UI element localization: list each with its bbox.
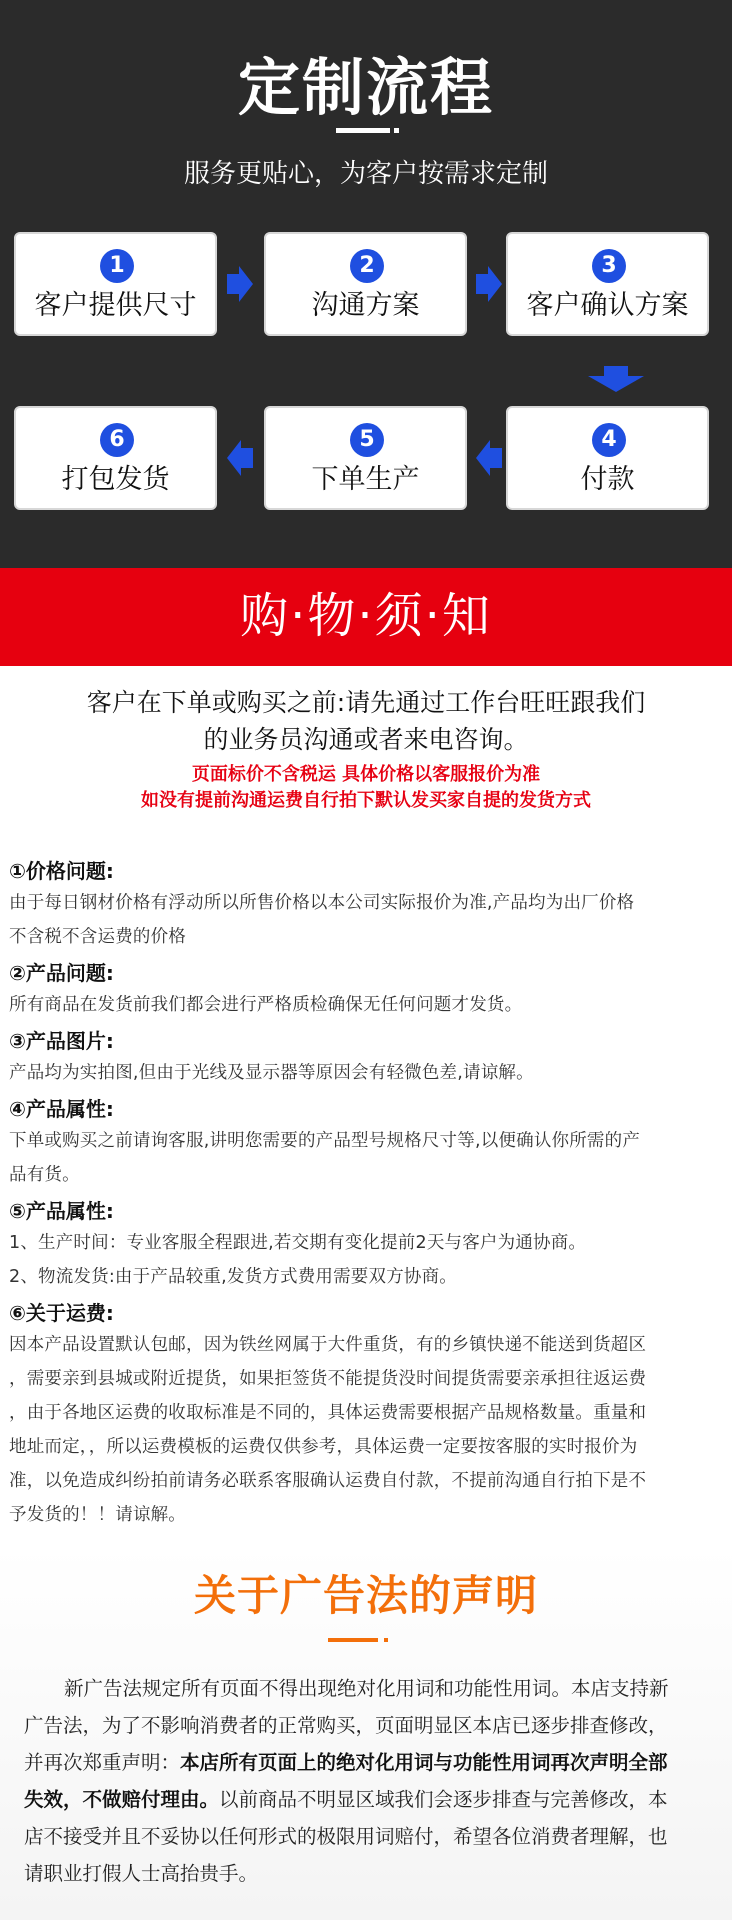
step-label: 打包发货 (61, 464, 170, 495)
notice-intro (0, 684, 732, 758)
step-number-badge: 5 (350, 423, 384, 457)
item-heading-shipping: ⑥关于运费: (9, 1301, 114, 1325)
notice-title: 购·物·须·知 (240, 588, 492, 644)
adlaw-text-b: 以前商品不明显区域我们会逐步排查与完善修改，本店不接受并且不妥协以任何形式的极限用词赔付，希望各位消费者理解，也请职业打假人士高抬贵手。 (24, 1788, 668, 1885)
notice-body (0, 666, 732, 1546)
step-card-5 (264, 406, 467, 510)
arrow-left-icon (227, 440, 253, 476)
item-text: 1、生产时间：专业客服全程跟进,若交期有变化提前2天与客户为通协商。 (9, 1233, 587, 1253)
step-label: 客户确认方案 (526, 290, 689, 321)
step-card-3 (506, 232, 709, 336)
title-underline (336, 128, 390, 133)
step-card-6 (14, 406, 217, 510)
adlaw-title: 关于广告法的声明 (193, 1571, 538, 1620)
intro-line: 客户在下单或购买之前:请先通过工作台旺旺跟我们 (86, 688, 646, 717)
notice-banner (0, 568, 732, 666)
item-text: 所有商品在发货前我们都会进行严格质检确保无任何问题才发货。 (9, 995, 523, 1015)
item-heading-price: ①价格问题: (9, 859, 114, 883)
item-text: 下单或购买之前请询客服,讲明您需要的产品型号规格尺寸等,以便确认你所需的产 (9, 1131, 641, 1151)
title-underline-dot (394, 128, 399, 133)
process-title: 定制流程 (237, 51, 494, 124)
red-warning-line: 如没有提前沟通运费自行拍下默认发买家自提的发货方式 (141, 790, 591, 811)
step-card-2 (264, 232, 467, 336)
item-heading-images: ③产品图片: (9, 1029, 114, 1053)
item-text: 产品均为实拍图,但由于光线及显示器等原因会有轻微色差,请谅解。 (9, 1063, 534, 1083)
adlaw-section (0, 1546, 732, 1920)
step-number-badge: 2 (350, 249, 384, 283)
adlaw-underline-dot (384, 1638, 388, 1642)
adlaw-text-a: 新广告法规定所有页面不得出现绝对化用词和功能性用词。本店支持新广告法，为了不影响消费者的正常购买，页面明显区本店已逐步排查修改，并再次郑重声明： (24, 1677, 669, 1774)
item-heading-product: ②产品问题: (9, 961, 114, 985)
item-heading-attributes-2: ⑤产品属性: (9, 1199, 114, 1223)
arrow-down-icon (588, 366, 644, 392)
item-text: ，需要亲到县城或附近提货，如果拒签货不能提货没时间提货需要亲承担往返运费 (9, 1369, 647, 1389)
step-number-badge: 6 (100, 423, 134, 457)
red-warning (0, 762, 732, 814)
item-text: 准，以免造成纠纷拍前请务必联系客服确认运费自付款，不提前沟通自行拍下是不 (9, 1471, 647, 1491)
item-text: 2、物流发货:由于产品较重,发货方式费用需要双方协商。 (9, 1267, 457, 1287)
step-card-4 (506, 406, 709, 510)
step-label: 客户提供尺寸 (34, 290, 197, 321)
item-text: 不含税不含运费的价格 (9, 927, 186, 947)
item-text: 由于每日钢材价格有浮动所以所售价格以本公司实际报价为准,产品均为出厂价格 (9, 893, 635, 913)
process-section (0, 0, 732, 568)
adlaw-paragraph (24, 1670, 684, 1892)
arrow-left-icon (476, 440, 502, 476)
adlaw-text-bold: 本店所有页面上的绝对化用词与功能性用词再次声明全部失效，不做赔付理由。 (24, 1751, 668, 1811)
step-number-badge: 4 (592, 423, 626, 457)
step-label: 沟通方案 (311, 290, 420, 321)
red-warning-line: 页面标价不含税运 具体价格以客服报价为准 (191, 764, 541, 785)
item-text: 品有货。 (9, 1165, 80, 1185)
step-card-1 (14, 232, 217, 336)
notice-items (9, 852, 725, 1532)
item-text: ，由于各地区运费的收取标准是不同的，具体运费需要根据产品规格数量。重量和 (9, 1403, 647, 1423)
step-number-badge: 1 (100, 249, 134, 283)
item-text: 地址而定，，所以运费模板的运费仅供参考，具体运费一定要按客服的实时报价为 (9, 1437, 638, 1457)
intro-line: 的业务员沟通或者来电咨询。 (203, 725, 529, 754)
step-label: 付款 (580, 464, 635, 495)
process-subtitle: 服务更贴心，为客户按需求定制 (183, 159, 548, 189)
arrow-right-icon (476, 266, 502, 302)
item-heading-attributes: ④产品属性: (9, 1097, 114, 1121)
step-number-badge: 3 (592, 249, 626, 283)
item-text: 予发货的！！请谅解。 (9, 1505, 186, 1525)
item-text: 因本产品设置默认包邮，因为铁丝网属于大件重货，有的乡镇快递不能送到货超区 (9, 1335, 647, 1355)
step-label: 下单生产 (311, 464, 420, 495)
adlaw-underline (328, 1638, 378, 1642)
arrow-right-icon (227, 266, 253, 302)
